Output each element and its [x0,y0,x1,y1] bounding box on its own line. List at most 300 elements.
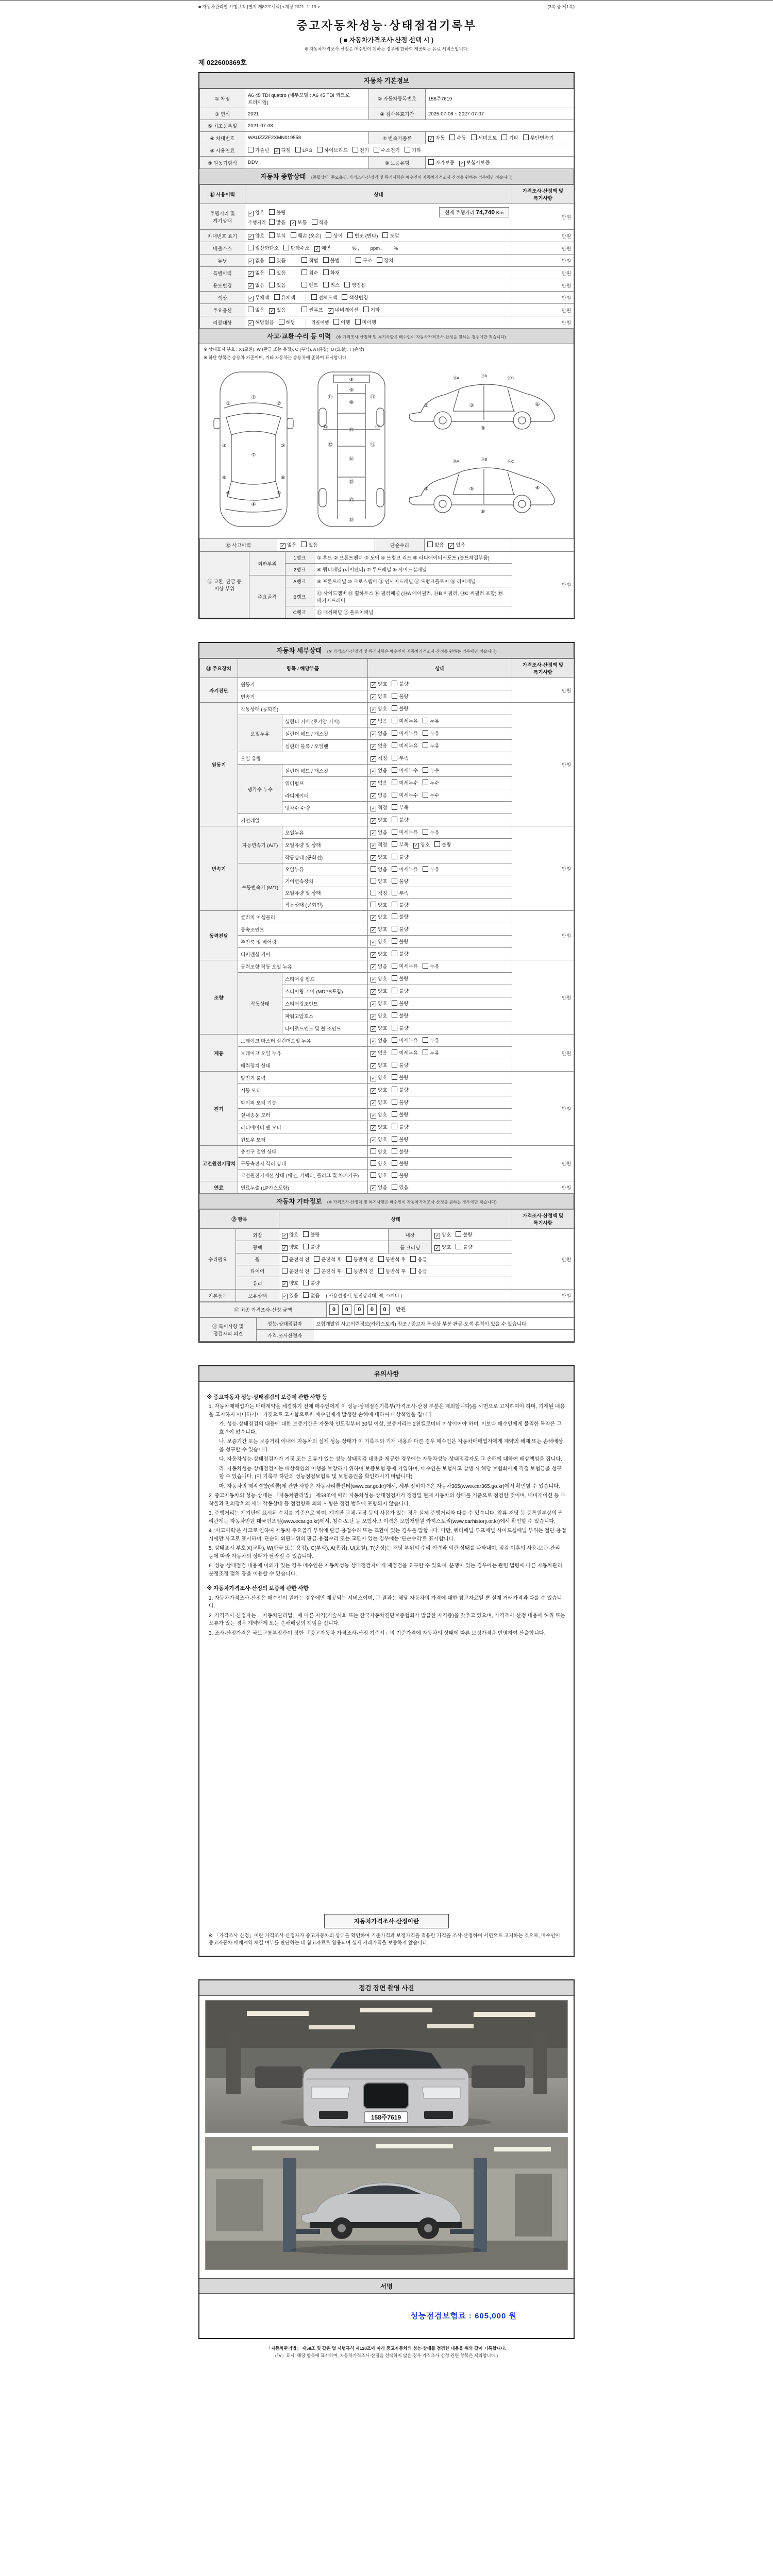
check-option-미세누유[interactable] [392,1037,418,1044]
check-option-매연[interactable] [314,244,331,252]
checkbox-label: 동반석 전 [353,1257,374,1263]
check-option-색상변경[interactable] [342,294,368,301]
possession-extra: ( 사용설명서, 안전삼각대, 잭, 스패너 ) [326,1293,402,1298]
check-option-양호[interactable] [371,901,387,908]
check-option-없음[interactable] [427,541,444,548]
checkbox-label: 미세누수 [399,781,418,786]
subgroup-name: 냉각수 누수 [238,765,282,814]
car-name-value: A6 45 TDI quattro (세부모델 : A6 45 TDI 콰트로 프리미엄) [245,89,369,108]
check-option-미세누유[interactable] [392,866,418,873]
check-option-누유[interactable] [423,866,439,873]
state-cell [368,985,512,997]
check-option-동반석 후[interactable] [378,1256,406,1263]
checkbox-box: ✓ [282,1245,287,1250]
emission-values: % , ppm , % [341,246,398,251]
check-option-양호[interactable] [371,1074,387,1081]
check-option-응급[interactable] [410,1267,427,1275]
checkbox-label: 해당없음 [255,320,274,326]
check-option-양호[interactable] [248,209,264,216]
check-option-없음[interactable] [280,541,296,549]
page-title: 중고자동차성능·상태점검기록부 [296,19,477,32]
checkbox-label: 없음 [287,543,297,548]
summary-header: 자동차 종합상태 (종합상태, 주요옵션, 가격조사·산정액 및 특기사항은 매수인이 자동차가격조사·산정을 원하는 경우에만 적습니다) [199,169,574,184]
check-option-불량[interactable] [392,1098,408,1106]
check-option-영업용[interactable] [344,281,366,289]
check-option-있음[interactable] [269,257,285,264]
check-option-있음[interactable] [301,541,317,548]
checkbox-label: 불량 [399,1125,409,1130]
check-option-양호[interactable] [371,925,387,933]
check-option-불량[interactable] [392,705,408,712]
mileage-value: 74,740 [476,209,495,216]
checkbox-label: 양호 [378,1137,388,1143]
check-option-침수[interactable] [301,269,318,276]
checkbox-box [374,147,379,152]
check-option-없음[interactable] [371,866,387,873]
check-option-양호[interactable] [282,1279,298,1287]
check-option-가솔린[interactable] [248,146,270,154]
check-option-없음[interactable] [371,730,387,737]
check-option-불량[interactable] [392,1172,408,1179]
check-option-불량[interactable] [303,1243,320,1250]
part-name: 실린더 블록 / 오일팬 [282,740,368,752]
check-option-수동[interactable] [449,134,466,141]
checkbox-label: 있음 [276,270,286,276]
check-option-기타[interactable] [363,306,380,313]
check-option-불량[interactable] [392,1024,408,1031]
check-option-누유[interactable] [423,828,439,836]
check-option-양호[interactable] [371,1148,387,1155]
check-option-불량[interactable] [392,1111,408,1118]
check-option-양호[interactable] [282,1231,298,1239]
check-option-자동[interactable] [428,134,445,142]
check-option-불량[interactable] [392,1061,408,1069]
check-option-없음[interactable] [371,791,387,799]
check-option-자가보증[interactable] [428,159,455,166]
svg-text:③: ③ [280,443,285,449]
checkbox-box: ✓ [371,1002,376,1007]
sign-header: 서명 [199,2278,574,2294]
check-option-도말[interactable] [382,232,399,239]
notice-line: 3. 주행거리는 계기판에 표시된 수치를 기준으로 하며, 계기판 교체·고장 등의 사유가 있는 경우 실제 주행거리와 다를 수 있습니다. 압류·저당 등 등록원부상의 권리관계는 자동차민원 대국민포털(www.ecar.go.kr)에서, 침수·도난 등 보험사고 이력은 보험개발원 카히스토리(www.carhistory.or.kr)에서 확인할 수 있습니다. [209,1511,563,1524]
check-option-있음[interactable] [269,281,285,289]
check-option-양호[interactable] [371,816,387,824]
check-option-불량[interactable] [392,999,408,1007]
check-option-있음[interactable] [282,1292,298,1299]
vin-value: WAUZZZF2XMN019558 [245,132,369,144]
check-option-적법[interactable] [301,257,318,264]
part-name: 기어변속장치 [282,875,368,887]
check-option-디젤[interactable] [274,146,291,154]
detail-row [200,911,574,923]
check-option-양호[interactable] [371,1086,387,1094]
check-option-없음[interactable] [371,779,387,787]
emission-checks [248,244,335,252]
check-option-화재[interactable] [323,269,340,276]
table-row [200,120,574,132]
check-option-누유[interactable] [423,742,439,749]
exterior-checks [279,1229,389,1241]
checkbox-label: 수동 [457,135,466,141]
table-row [200,1229,574,1241]
check-option-운전석 전[interactable] [282,1267,309,1275]
price-cell: 만원 [512,826,574,911]
check-option-양호[interactable] [371,692,387,700]
check-option-불량[interactable] [392,1086,408,1093]
check-option-없음[interactable] [371,767,387,774]
check-option-양호[interactable] [282,1243,298,1251]
check-option-누유[interactable] [423,1049,439,1056]
check-option-불량[interactable] [392,975,408,982]
diagram-top-view [214,372,293,527]
check-option-양호[interactable] [371,1172,387,1179]
check-option-운전석 후[interactable] [314,1256,341,1263]
checkbox-box [392,1136,397,1142]
check-option-누유[interactable] [423,730,439,737]
check-option-있음[interactable] [392,1183,408,1191]
check-option-양호[interactable] [371,999,387,1007]
check-option-기타[interactable] [501,134,518,141]
vin-label: ⑥ 차대번호 [200,132,245,144]
check-option-미세누유[interactable] [392,730,418,737]
check-option-불량[interactable] [434,841,451,848]
check-option-훼손 (오손)[interactable] [291,232,322,239]
check-option-누유[interactable] [423,962,439,970]
checkbox-label: 양호 [289,1281,299,1286]
state-cell [368,802,512,814]
check-option-양호[interactable] [371,853,387,861]
check-option-적정[interactable] [371,889,387,896]
checkbox-label: 누유 [430,1050,440,1056]
check-option-불량[interactable] [269,209,285,216]
checkbox-label: 기타 [509,135,518,141]
checkbox-label: 부족 [399,756,409,761]
check-option-변조 (변타)[interactable] [347,232,378,239]
check-option-양호[interactable] [371,938,387,945]
checkbox-box [423,718,428,723]
check-option-불법[interactable] [323,257,340,264]
check-option-없음[interactable] [371,742,387,750]
checkbox-label: 불량 [399,1088,409,1093]
check-option-세미오토[interactable] [471,134,497,141]
checkbox-box [283,245,289,250]
svg-text:⑥: ⑥ [535,402,540,408]
check-option-양호[interactable] [371,1061,387,1069]
check-option-불량[interactable] [303,1279,320,1286]
check-option-상이[interactable] [326,232,342,239]
check-option-응급[interactable] [410,1256,427,1263]
check-option-운전석 전[interactable] [282,1256,309,1263]
check-option-미이행[interactable] [355,318,377,326]
checkbox-label: 없음 [378,1185,388,1191]
checkbox-box [303,1280,309,1285]
check-option-불량[interactable] [392,692,408,700]
check-option-불량[interactable] [392,987,408,994]
footer-notes [198,2345,575,2359]
check-option-양호[interactable] [371,1160,387,1167]
section-notice [198,1365,575,1957]
form-document [198,1,575,2359]
check-option-없음[interactable] [371,1049,387,1057]
check-option-부족[interactable] [392,841,408,848]
check-option-많음[interactable] [269,218,285,226]
svg-text:③: ③ [222,443,227,449]
check-option-유채색[interactable] [274,294,296,301]
check-option-부족[interactable] [392,804,408,811]
check-option-동반석 전[interactable] [346,1256,374,1263]
check-option-운전석 후[interactable] [314,1267,341,1275]
price-cell: 만원 [512,292,574,304]
mileage-checks [269,218,333,226]
check-option-부족[interactable] [392,889,408,896]
check-option-불량[interactable] [392,938,408,945]
check-option-미세누유[interactable] [392,742,418,749]
check-option-없음[interactable] [371,962,387,970]
checkbox-box [323,269,329,275]
check-option-양호[interactable] [371,877,387,885]
check-option-해당[interactable] [279,318,295,326]
check-option-양호[interactable] [413,841,430,849]
check-option-있음[interactable] [269,269,285,276]
check-option-LPG[interactable] [295,147,312,154]
part-name: 연료누출 (LP가스포함) [238,1181,368,1194]
check-option-동반석 전[interactable] [346,1267,374,1275]
amount-digit: 0 [380,1304,390,1315]
check-option-미세누수[interactable] [392,791,418,799]
checkbox-box [392,963,397,969]
svg-text:⑩: ⑩ [349,400,354,405]
check-option-동반석 후[interactable] [378,1267,406,1275]
check-option-수소전기[interactable] [374,146,400,154]
check-option-양호[interactable] [371,975,387,982]
checkbox-label: 불량 [399,939,409,945]
check-option-불량[interactable] [456,1243,472,1250]
check-option-부족[interactable] [392,754,408,761]
check-option-불량[interactable] [392,1160,408,1167]
check-option-양호[interactable] [371,913,387,921]
options-type-checks [296,306,384,314]
checkbox-label: 미세누유 [399,743,418,749]
checkbox-box [248,147,254,152]
check-option-적정[interactable] [371,841,387,849]
check-option-양호[interactable] [371,1111,387,1118]
check-option-미세누유[interactable] [392,828,418,836]
checkbox-label: 불법 [330,258,340,264]
device-name: 동력전달 [200,911,238,960]
check-option-기타[interactable] [405,146,421,154]
checkbox-box [392,1000,397,1006]
checkbox-box [301,257,307,263]
price-cell: 만원 [512,552,574,618]
check-option-전체도색[interactable] [311,294,338,301]
check-option-불량[interactable] [392,680,408,687]
check-option-없음[interactable] [248,257,264,264]
detail-row [200,1035,574,1047]
state-cell [368,715,512,727]
rankC-parts: ⑮ 대쉬패널 ⑯ 플로어패널 [314,606,512,618]
check-option-미세누유[interactable] [392,962,418,970]
check-option-탄화수소[interactable] [283,244,310,251]
state-cell [368,911,512,923]
checkbox-box [423,866,428,872]
check-option-보험사보증[interactable] [459,159,490,166]
checkbox-box: ✓ [371,707,376,712]
check-option-양호[interactable] [371,1012,387,1020]
check-option-양호[interactable] [371,1098,387,1106]
check-option-없음[interactable] [248,269,264,277]
check-option-불량[interactable] [392,950,408,957]
checkbox-box [352,147,358,152]
check-option-불량[interactable] [392,853,408,860]
checkbox-label: 불량 [399,903,409,908]
checkbox-label: 불량 [399,1137,409,1143]
state-cell [368,1072,512,1084]
footer-line: (「V」표시: 해당 항목에 표시하며, 자동차가격조사·산정을 선택하지 않은 경우 가격조사·산정 관련 항목은 제외합니다.) [275,2352,498,2358]
state-cell [368,678,512,690]
rankA-label: A랭크 [285,575,314,587]
notice-line: 5. 상태표시 부호 X(교환), W(판금 또는 용접), C(부식), A(흠집), U(요철), T(손상)는 해당 부위의 수리 이력과 외관 상태를 나타내며, 점검 이후의 사용·보관·관리 등에 따라 자동차의 상태가 달라질 수 있습니다. [209,1546,560,1560]
checkbox-label: 누유 [430,719,440,724]
checkbox-label: 불량 [463,1245,473,1250]
part-name: 오일유량 및 상태 [282,839,368,851]
checkbox-box [363,307,369,312]
check-option-없음[interactable] [303,1292,320,1299]
svg-text:⑲: ⑲ [349,479,354,485]
check-option-불량[interactable] [303,1231,320,1238]
checkbox-box [523,134,529,140]
checkbox-box: ✓ [371,952,376,957]
check-option-없음[interactable] [248,281,264,289]
check-option-렌트[interactable] [301,281,318,289]
svg-text:②: ② [226,401,231,406]
check-option-구조[interactable] [356,257,372,264]
check-option-불량[interactable] [392,877,408,885]
check-option-적음[interactable] [312,218,328,226]
svg-text:⑨: ⑨ [349,387,354,393]
check-option-있음[interactable] [269,306,285,314]
check-option-해당없음[interactable] [248,318,274,326]
checkbox-label: 도말 [390,233,399,239]
check-option-불량[interactable] [392,816,408,823]
check-option-없음[interactable] [371,828,387,836]
check-option-리스[interactable] [323,281,340,289]
check-option-불량[interactable] [456,1231,472,1238]
state-cell [368,887,512,899]
check-option-미세누수[interactable] [392,779,418,786]
checkbox-label: 유채색 [281,295,296,301]
check-option-없음[interactable] [248,306,264,313]
checkbox-label: 있음 [399,1185,409,1191]
check-option-불량[interactable] [392,1148,408,1155]
check-option-미세누유[interactable] [392,717,418,724]
state-cell [368,1181,512,1194]
check-option-누유[interactable] [423,717,439,724]
table-row [200,89,574,108]
checkbox-label: 세미오토 [478,135,497,141]
checkbox-box: ✓ [371,915,376,920]
checkbox-label: 양호 [442,1245,451,1250]
checkbox-label: 변조 (변타) [354,233,378,239]
check-option-이행[interactable] [333,318,350,326]
checkbox-label: 렌트 [309,283,318,289]
notice-line: 가. 성능·상태점검의 내용에 대한 보증기간은 자동차 인도일부터 30일 이상, 보증거리는 2천킬로미터 이상이어야 하며, 이보다 매수인에게 불리한 특약은 그 효력이 없습니다. [219,1421,562,1435]
checkbox-label: 전기 [359,148,369,154]
check-option-양호[interactable] [434,1243,451,1251]
check-option-무단변속기[interactable] [523,134,554,141]
check-option-양호[interactable] [371,1024,387,1032]
check-option-누수[interactable] [423,767,439,774]
part-name: 배력장치 상태 [238,1059,368,1072]
check-option-하이브리드[interactable] [317,146,348,154]
check-option-양호[interactable] [434,1231,451,1239]
check-option-불량[interactable] [392,1012,408,1019]
check-option-불량[interactable] [392,925,408,933]
accident-history-checks [277,539,375,551]
checkbox-label: 불량 [442,842,451,848]
checkbox-box: ✓ [371,1063,376,1069]
checkbox-label: 미세누수 [399,768,418,774]
check-option-불량[interactable] [392,1123,408,1130]
check-option-보통[interactable] [290,218,307,226]
check-option-누수[interactable] [423,791,439,799]
check-option-장치[interactable] [377,257,393,264]
check-option-양호[interactable] [371,705,387,713]
checkbox-box: ✓ [248,296,253,301]
check-option-없음[interactable] [371,1037,387,1044]
checkbox-label: 없음 [378,719,388,724]
check-option-전기[interactable] [352,146,369,154]
check-option-일산화탄소[interactable] [248,244,279,251]
part-name: 추진축 및 베어링 [238,936,368,948]
check-option-양호[interactable] [371,950,387,958]
accident-history-table [199,538,574,551]
check-option-불량[interactable] [392,1074,408,1081]
checkbox-box [456,1244,461,1249]
check-option-적정[interactable] [371,754,387,762]
check-option-부식[interactable] [269,232,285,239]
checkbox-label: 디젤 [281,148,291,154]
check-option-불량[interactable] [392,913,408,920]
check-option-불량[interactable] [392,1136,408,1143]
checkbox-label: 없음 [378,867,388,873]
check-option-없음[interactable] [371,717,387,725]
check-option-있음[interactable] [448,541,465,549]
check-option-네비게이션[interactable] [328,306,359,314]
check-option-불량[interactable] [392,901,408,908]
checkbox-box [392,1087,397,1092]
checkbox-box [392,841,397,847]
checkbox-box [392,854,397,859]
check-option-없음[interactable] [371,1183,387,1191]
check-option-무채색[interactable] [248,294,270,301]
checkbox-box [317,147,323,152]
check-option-썬루프[interactable] [301,306,323,313]
check-option-양호[interactable] [371,987,387,995]
checkbox-box: ✓ [371,694,376,700]
check-option-누수[interactable] [423,779,439,786]
checkbox-box [423,1049,428,1055]
check-option-미세누수[interactable] [392,767,418,774]
check-option-적정[interactable] [371,804,387,811]
tuning-label: 튜닝 [200,255,245,267]
check-option-양호[interactable] [248,232,264,240]
check-option-누유[interactable] [423,1037,439,1044]
check-option-미세누유[interactable] [392,1049,418,1056]
check-option-양호[interactable] [371,680,387,688]
part-name: 스티어링조인트 [282,997,368,1010]
check-option-양호[interactable] [371,1123,387,1131]
check-option-양호[interactable] [371,1136,387,1143]
